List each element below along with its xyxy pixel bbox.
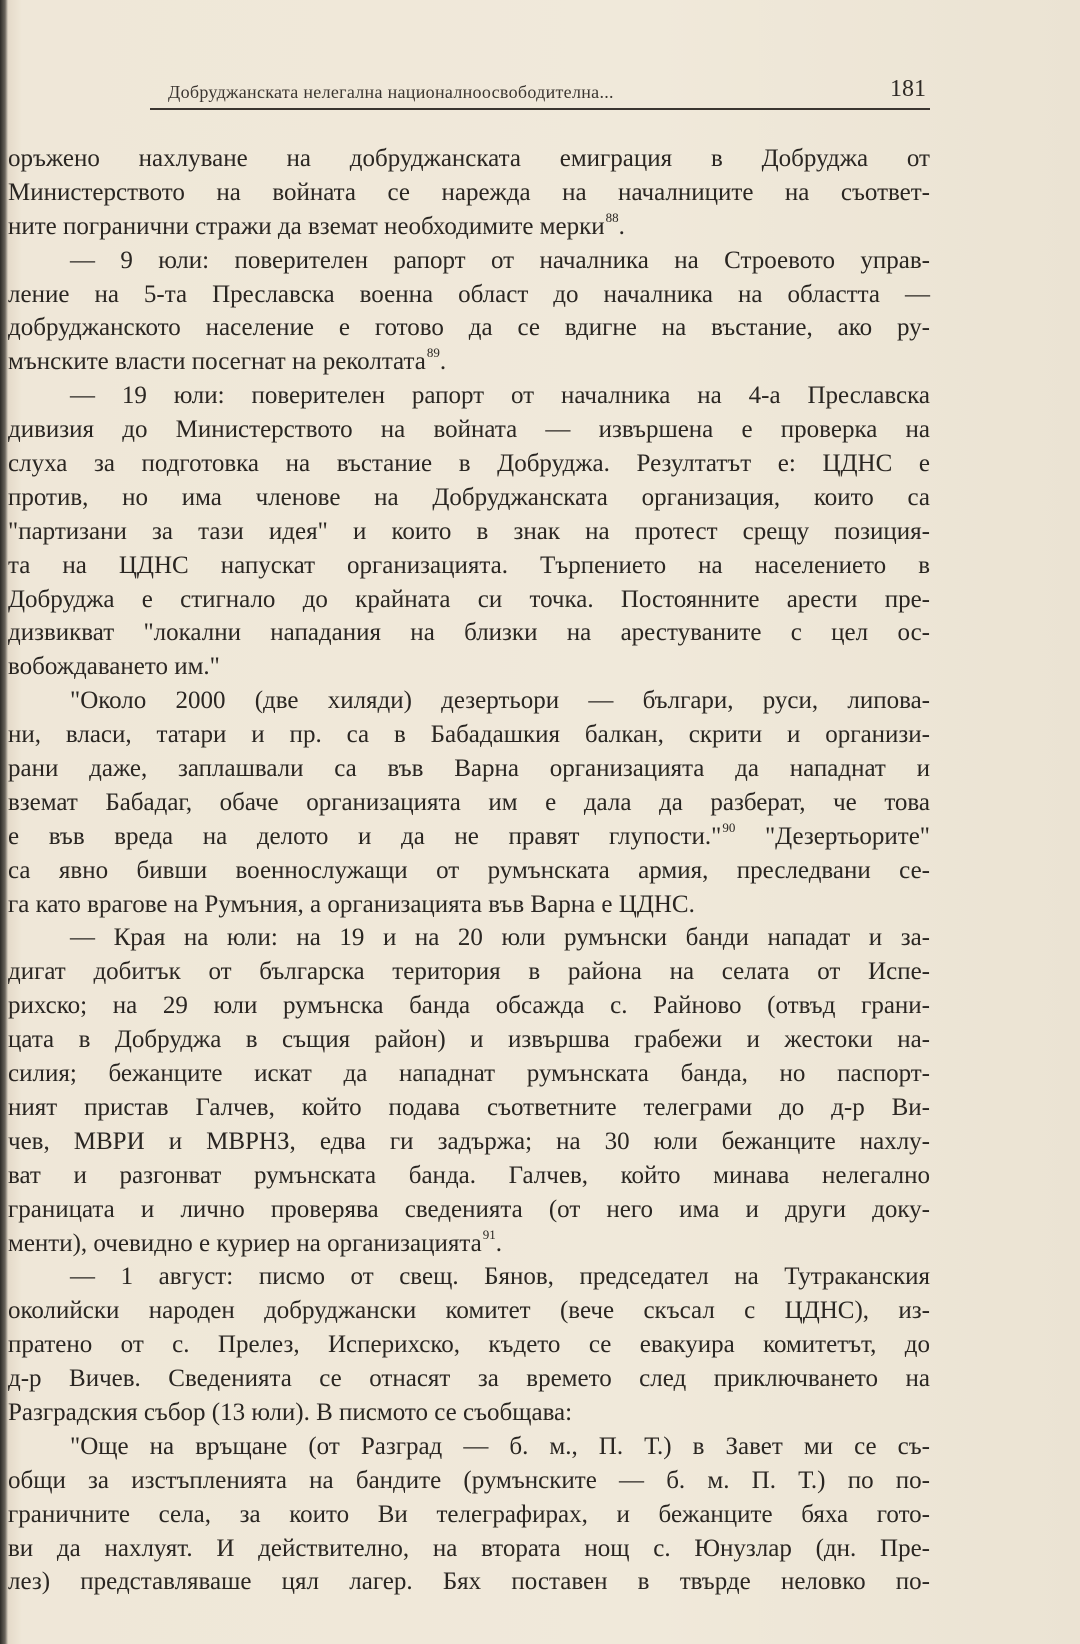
text-line (8, 583, 930, 617)
text-line (8, 718, 930, 752)
text-line (8, 379, 930, 413)
text-line (8, 1057, 930, 1091)
line-text: против, но има членове на Добруджанската организация, които са (8, 483, 930, 511)
line-text: граничните села, за които Ви телеграфирах, и бежанците бяха гото- (8, 1500, 930, 1528)
text-line (8, 210, 930, 244)
line-text: слуха за подготовка на въстание в Добруджа. Резултатът е: ЦДНС е (8, 450, 930, 478)
text-line (8, 684, 930, 718)
text-line (8, 278, 930, 312)
line-text: "Още на връщане (от Разград — б. м., П. Т.) в Завет ми се съ- (70, 1432, 930, 1460)
text-line (8, 1193, 930, 1227)
text-line (8, 1227, 930, 1261)
line-text: Разградския събор (13 юли). В писмото се съобщава: (8, 1398, 573, 1426)
line-text: са явно бивши военнослужащи от румънската армия, преследвани се- (8, 856, 930, 884)
line-text: та на ЦДНС напускат организацията. Търпението на населението в (8, 551, 930, 579)
text-line (8, 176, 930, 210)
line-text: цата в Добруджа в същия район) и извършва грабежи и жестоки на- (8, 1026, 930, 1054)
line-tail: . (618, 212, 625, 240)
line-text: Добруджа е стигнало до крайната си точка. Постоянните арести пре- (8, 585, 930, 613)
text-line (8, 786, 930, 820)
text-line (8, 1260, 930, 1294)
text-line (8, 820, 930, 854)
line-text: дизвикват "локални нападания на близки на арестуваните с цел ос- (8, 619, 930, 647)
line-text: менти), очевидно е куриер на организацията (8, 1229, 482, 1257)
line-text: добруджанското население е готово да се вдигне на въстание, ако ру- (8, 314, 930, 342)
line-text: мънските власти посегнат на реколтата (8, 348, 426, 376)
text-line (8, 650, 930, 684)
line-text: чев, МВРИ и МВРНЗ, едва ги задържа; на 30 юли бежанците нахлу- (8, 1127, 930, 1155)
text-line (8, 1565, 930, 1599)
line-text: общи за изстъпленията на бандите (румънските — б. м. П. Т.) по по- (8, 1466, 930, 1494)
text-line (8, 854, 930, 888)
line-text: рихско; на 29 юли румънска банда обсажда с. Райново (отвъд грани- (8, 992, 930, 1020)
text-line (8, 481, 930, 515)
text-line (8, 1091, 930, 1125)
text-line (8, 1430, 930, 1464)
text-line (8, 244, 930, 278)
text-line (8, 1532, 930, 1566)
text-line (8, 345, 930, 379)
header-rule (150, 108, 930, 110)
text-line (8, 1294, 930, 1328)
line-text: е във вреда на делото и да не правят глупости." (8, 822, 722, 850)
line-text: границата и лично проверява сведенията (от него има и други доку- (8, 1195, 930, 1223)
body-text (8, 142, 930, 1599)
book-binding-shadow (0, 0, 8, 1644)
text-line (8, 1328, 930, 1362)
text-line (8, 921, 930, 955)
line-tail: . (439, 348, 447, 376)
line-tail: . (495, 1229, 502, 1257)
line-text: околийски народен добруджански комитет (вече скъсал с ЦДНС), из- (8, 1297, 930, 1325)
text-line (8, 549, 930, 583)
running-header (150, 76, 930, 108)
text-line (8, 142, 930, 176)
footnote-ref: 90 (722, 819, 736, 835)
line-text: — Края на юли: на 19 и на 20 юли румънски банди нападат и за- (70, 924, 930, 952)
text-line (8, 616, 930, 650)
text-line (8, 989, 930, 1023)
line-text: ление на 5-та Преславска военна област до началника на областта — (8, 280, 930, 308)
line-text: "партизани за тази идея" и които в знак на протест срещу позиция- (8, 517, 930, 545)
line-text: ният пристав Галчев, който подава съответните телеграми до д-р Ви- (8, 1093, 930, 1121)
line-text: вобождаването им." (8, 653, 220, 681)
text-line (8, 1362, 930, 1396)
text-line (8, 413, 930, 447)
running-header-title: Добруджанската нелегална националноосвободителна... (168, 82, 614, 102)
text-line (8, 447, 930, 481)
text-line (8, 1023, 930, 1057)
text-line (8, 1464, 930, 1498)
line-text: ните погранични стражи да вземат необходимите мерки (8, 212, 605, 240)
text-line (8, 1498, 930, 1532)
line-text: рани даже, заплашвали са във Варна организацията да нападнат и (8, 755, 930, 783)
footnote-ref: 89 (426, 345, 440, 361)
line-text: д-р Вичев. Сведенията се отнасят за времето след приключването на (8, 1365, 930, 1393)
line-text: ни, власи, татари и пр. са в Бабадашкия балкан, скрити и организи- (8, 721, 930, 749)
line-text: ват и разгонват румънската банда. Галчев, който минава нелегално (8, 1161, 930, 1189)
line-text: вземат Бабадаг, обаче организацията им е дала да разберат, че това (8, 788, 930, 816)
text-line (8, 515, 930, 549)
line-text: ви да нахлуят. И действително, на втората нощ с. Юнузлар (дн. Пре- (8, 1534, 930, 1562)
text-line (8, 311, 930, 345)
footnote-ref: 88 (605, 209, 619, 225)
line-text: дигат добитък от българска територия в района на селата от Испе- (8, 958, 930, 986)
line-text: оръжено нахлуване на добруджанската емиграция в Добруджа от (8, 145, 930, 172)
text-line (8, 1159, 930, 1193)
text-line (8, 1125, 930, 1159)
line-text: Министерството на войната се нарежда на началниците на съответ- (8, 178, 930, 206)
line-text: дивизия до Министерството на войната — извършена е проверка на (8, 416, 930, 444)
line-text: лез) представляваше цял лагер. Бях поставен в твърде неловко по- (8, 1568, 930, 1596)
text-line (8, 752, 930, 786)
line-text: — 19 юли: поверителен рапорт от началника на 4-а Преславска (70, 382, 930, 410)
footnote-ref: 91 (482, 1226, 496, 1242)
page-number: 181 (890, 76, 926, 102)
line-tail: "Дезертьорите" (735, 822, 930, 850)
text-line (8, 888, 930, 922)
text-line (8, 955, 930, 989)
line-text: га като врагове на Румъния, а организацията във Варна е ЦДНС. (8, 890, 695, 918)
line-text: силия; бежанците искат да нападнат румънската банда, но паспорт- (8, 1060, 930, 1088)
line-text: — 9 юли: поверителен рапорт от началника на Строевото управ- (70, 246, 930, 274)
line-text: пратено от с. Прелез, Исперихско, където се евакуира комитетът, до (8, 1331, 930, 1359)
line-text: — 1 август: писмо от свещ. Бянов, председател на Тутраканския (70, 1263, 930, 1291)
line-text: "Около 2000 (две хиляди) дезертьори — българи, руси, липова- (70, 687, 930, 715)
text-line (8, 1396, 930, 1430)
